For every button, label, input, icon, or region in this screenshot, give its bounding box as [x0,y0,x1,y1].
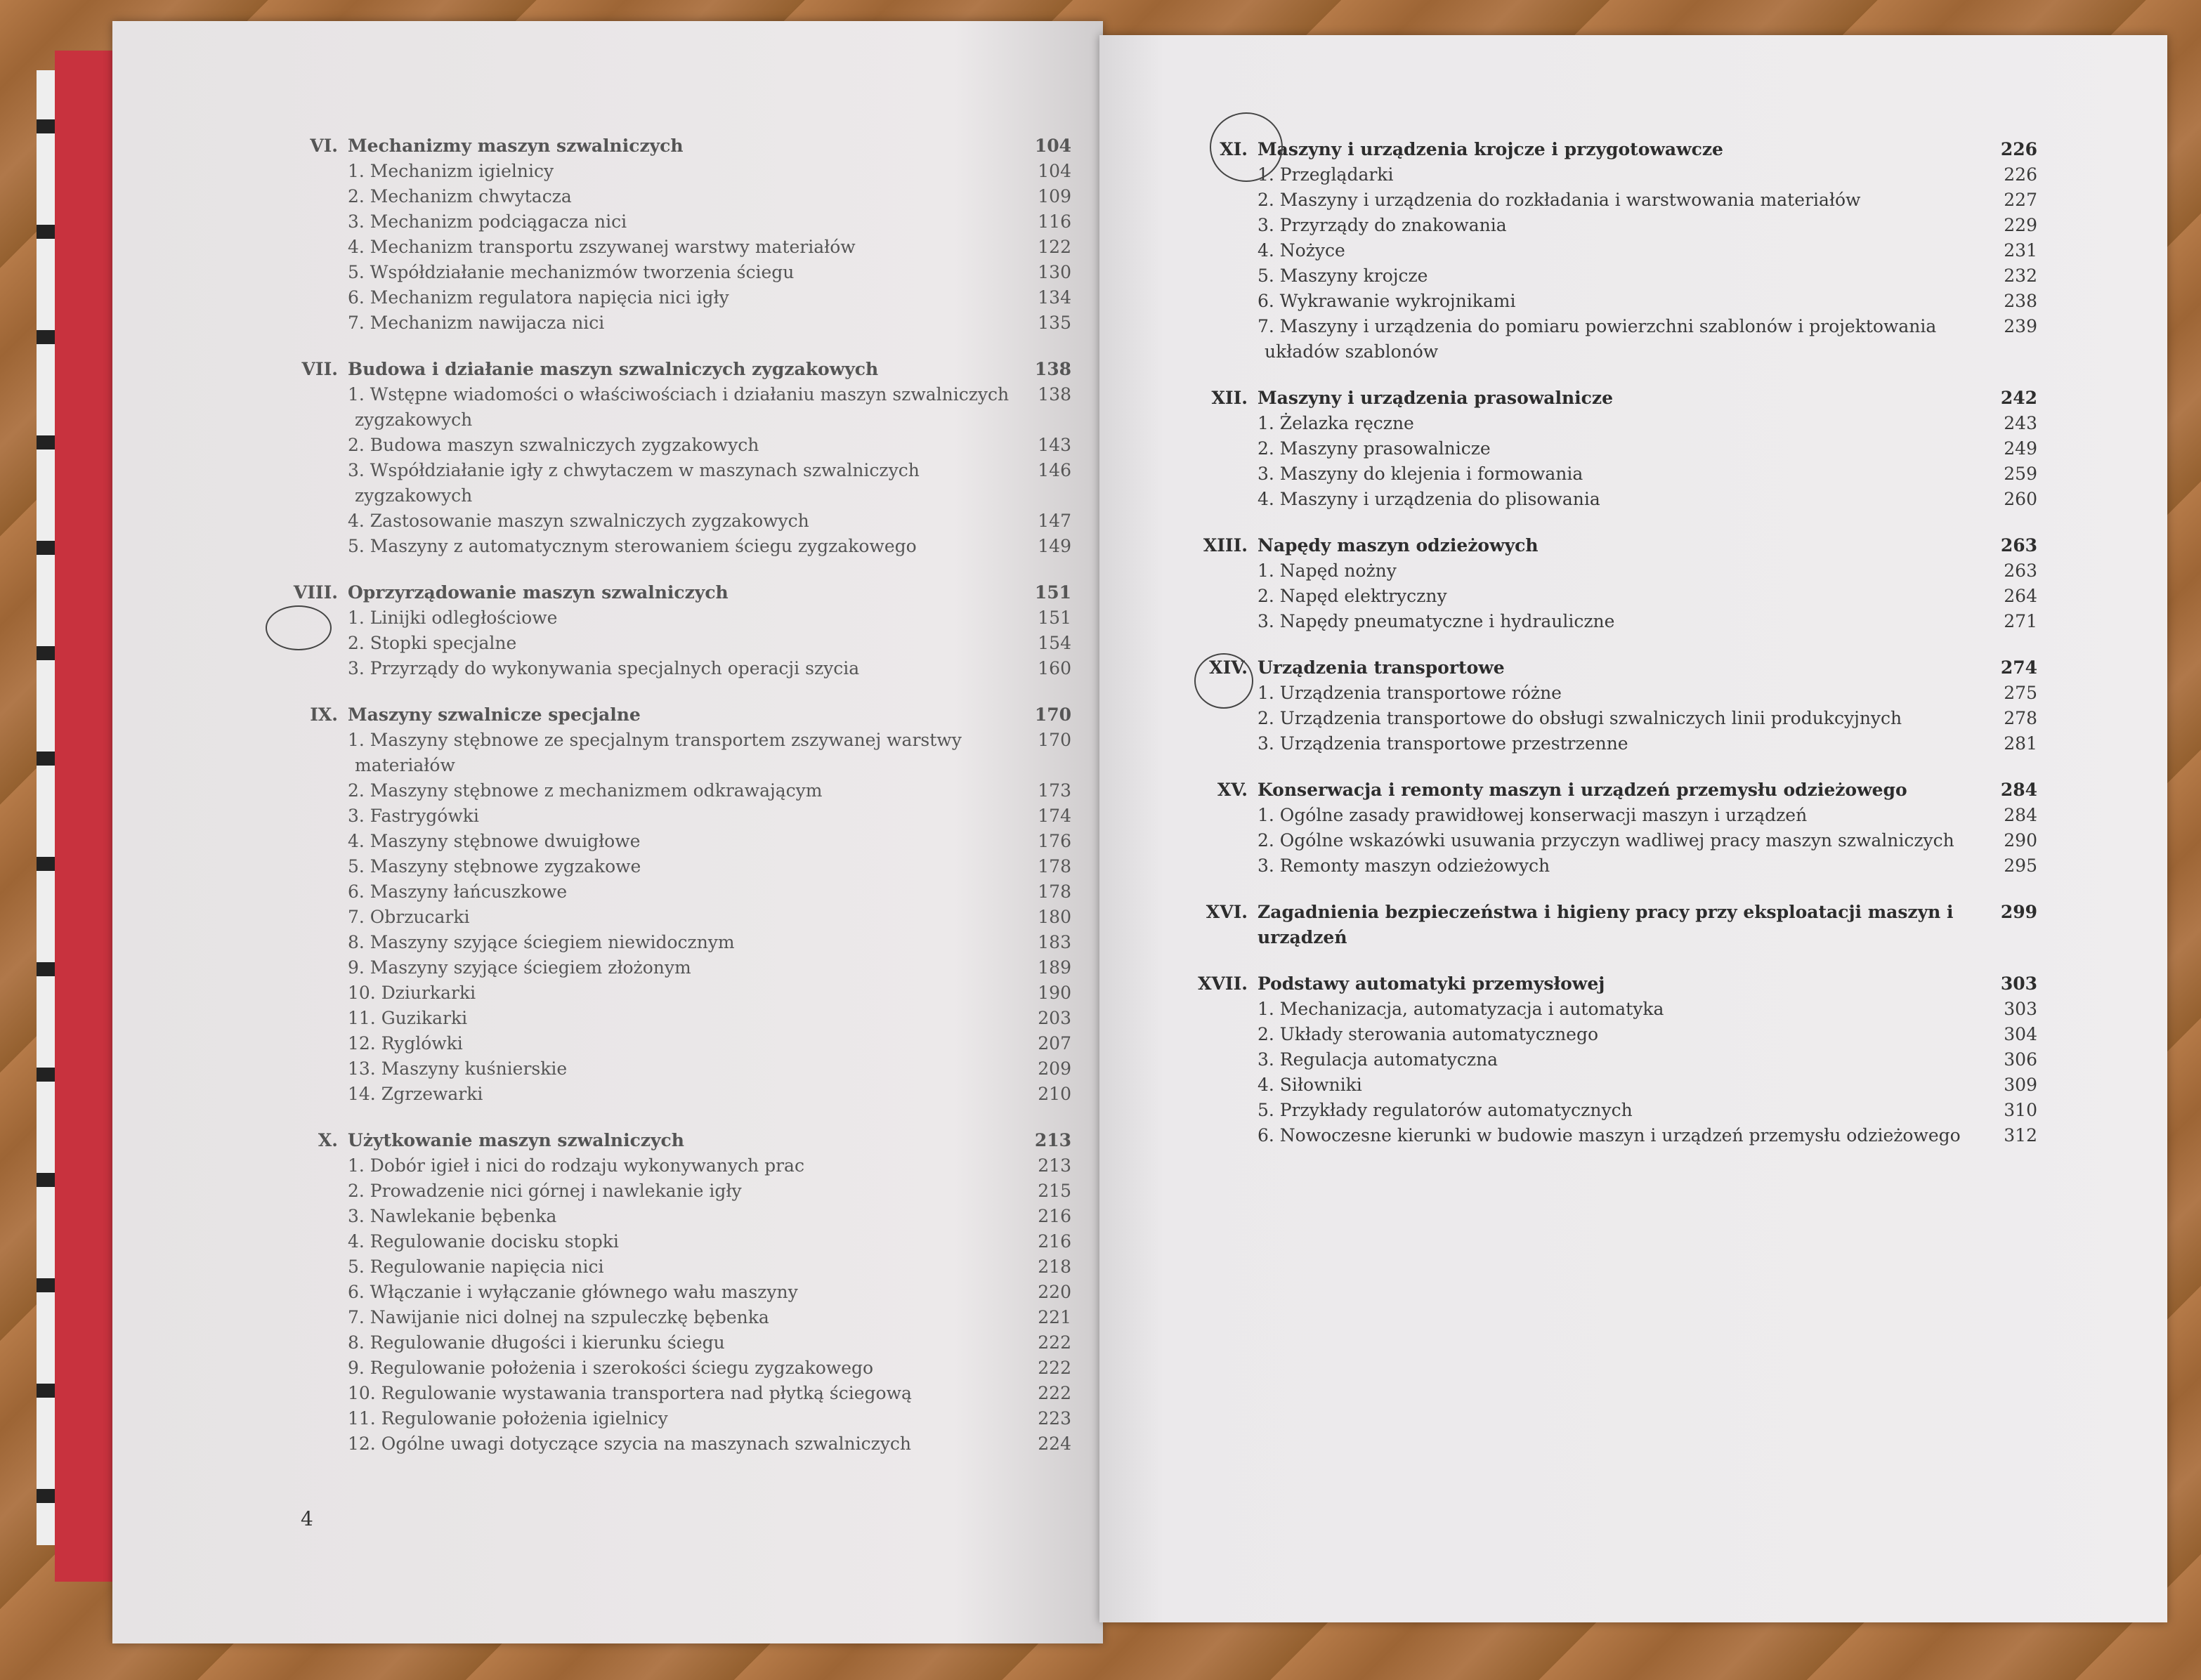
entry-page-number: 223 [1038,1408,1071,1429]
entry-page-number: 135 [1038,313,1071,333]
entry-page-number: 116 [1038,211,1071,232]
entry-page-number: 229 [2004,215,2037,235]
chapter-heading [1194,971,2037,997]
toc-entry [285,1381,1071,1406]
entry-title: 1. Przeglądarki [1258,164,1394,185]
chapter-heading [1194,655,2037,681]
entry-title: 8. Regulowanie długości i kierunku ściegu [348,1332,725,1353]
chapter-number: VII. [301,359,338,379]
toc-entry [285,905,1071,930]
toc-chapter [1194,137,2037,365]
toc-entry [285,1006,1071,1031]
entry-title: 7. Nawijanie nici dolnej na szpuleczkę bębenka [348,1307,769,1327]
entry-title: 4. Maszyny i urządzenia do plisowania [1258,489,1600,509]
toc-entry [285,508,1071,534]
entry-page-number: 260 [2004,489,2037,509]
entry-title: 4. Nożyce [1258,240,1345,261]
toc-chapter [1194,533,2037,634]
entry-title: 5. Maszyny stębnowe zygzakowe [348,856,641,877]
chapter-page-number: 303 [2000,973,2037,994]
chapter-heading [1194,386,2037,411]
entry-page-number: 143 [1038,435,1071,455]
toc-entry [1194,706,2037,731]
entry-title: 2. Maszyny stębnowe z mechanizmem odkrawającym [348,780,823,801]
chapter-number: VI. [310,136,338,156]
entry-title: 2. Urządzenia transportowe do obsługi szwalniczych linii produkcyjnych [1258,708,1902,728]
toc-chapter [285,133,1071,336]
chapter-number: XVII. [1198,973,1248,994]
toc-entry [285,1179,1071,1204]
toc-entry [285,605,1071,631]
toc-chapter [1194,386,2037,512]
toc-chapter [285,1128,1071,1457]
entry-title: 2. Ogólne wskazówki usuwania przyczyn wadliwej pracy maszyn szwalniczych [1258,830,1954,851]
entry-title: 11. Guzikarki [348,1008,468,1028]
entry-title: 12. Ryglówki [348,1033,463,1054]
toc-entry [285,1056,1071,1082]
entry-title: 1. Napęd nożny [1258,560,1397,581]
chapter-page-number: 138 [1034,359,1071,379]
entry-title: 1. Żelazka ręczne [1258,413,1414,433]
entry-title: 8. Maszyny szyjące ściegiem niewidocznym [348,932,735,952]
chapter-heading [1194,900,2037,950]
entry-title: 1. Maszyny stębnowe ze specjalnym transportem zszywanej warstwy materiałów [348,730,962,775]
entry-title: 1. Mechanizacja, automatyzacja i automatyka [1258,999,1664,1019]
entry-title: 2. Mechanizm chwytacza [348,186,572,206]
entry-title: 3. Przyrządy do znakowania [1258,215,1507,235]
entry-page-number: 220 [1038,1282,1071,1302]
toc-entry [285,1254,1071,1280]
toc-entry [285,209,1071,235]
toc-entry [285,382,1071,433]
entry-page-number: 303 [2004,999,2037,1019]
chapter-title: Oprzyrządowanie maszyn szwalniczych [348,582,729,603]
chapter-title: Maszyny i urządzenia prasowalnicze [1258,388,1613,408]
entry-page-number: 224 [1038,1433,1071,1454]
entry-page-number: 304 [2004,1024,2037,1044]
toc-entry [1194,731,2037,756]
toc-entry [1194,213,2037,238]
entry-page-number: 239 [2004,316,2037,336]
toc-entry [285,1330,1071,1356]
toc-chapter [285,580,1071,681]
entry-title: 10. Regulowanie wystawania transportera nad płytką ściegową [348,1383,912,1403]
toc-entry [1194,853,2037,879]
chapter-page-number: 104 [1034,136,1071,156]
chapter-number: VIII. [293,582,338,603]
toc-entry [285,728,1071,778]
entry-page-number: 134 [1038,287,1071,308]
entry-page-number: 278 [2004,708,2037,728]
entry-title: 3. Napędy pneumatyczne i hydrauliczne [1258,611,1615,631]
chapter-number: XIV. [1209,657,1248,678]
entry-title: 7. Mechanizm nawijacza nici [348,313,605,333]
entry-page-number: 154 [1038,633,1071,653]
entry-page-number: 290 [2004,830,2037,851]
toc-entry [285,1082,1071,1107]
toc-entry [1194,681,2037,706]
pen-circle-mark [266,605,332,650]
entry-page-number: 216 [1038,1231,1071,1252]
entry-title: 5. Współdziałanie mechanizmów tworzenia ściegu [348,262,795,282]
chapter-title: Użytkowanie maszyn szwalniczych [348,1130,684,1150]
toc-entry [1194,238,2037,263]
chapter-number: XI. [1220,139,1248,159]
page-number: 4 [301,1507,313,1530]
entry-title: 4. Maszyny stębnowe dwuigłowe [348,831,641,851]
toc-entry [285,1031,1071,1056]
toc-entry [285,260,1071,285]
entry-title: 4. Zastosowanie maszyn szwalniczych zygzakowych [348,511,809,531]
entry-title: 5. Maszyny krojcze [1258,265,1428,286]
entry-title: 3. Przyrządy do wykonywania specjalnych operacji szycia [348,658,860,678]
toc-entry [1194,828,2037,853]
entry-page-number: 146 [1038,460,1071,480]
toc-entry [1194,289,2037,314]
entry-title: 3. Mechanizm podciągacza nici [348,211,627,232]
chapter-page-number: 226 [2000,139,2037,159]
toc-entry [285,458,1071,508]
entry-title: 1. Ogólne zasady prawidłowej konserwacji maszyn i urządzeń [1258,805,1808,825]
toc-chapter [1194,655,2037,756]
entry-page-number: 221 [1038,1307,1071,1327]
toc-entry [285,1153,1071,1179]
entry-page-number: 183 [1038,932,1071,952]
toc-entry [285,829,1071,854]
chapter-number: XV. [1217,780,1248,800]
toc-entry [1194,461,2037,487]
left-table-of-contents [285,133,1071,1478]
toc-entry [1194,487,2037,512]
entry-title: 3. Współdziałanie igły z chwytaczem w maszynach szwalniczych zygzakowych [348,460,920,506]
entry-title: 11. Regulowanie położenia igielnicy [348,1408,668,1429]
entry-title: 4. Mechanizm transportu zszywanej warstwy materiałów [348,237,856,257]
entry-page-number: 190 [1038,983,1071,1003]
entry-title: 5. Przykłady regulatorów automatycznych [1258,1100,1633,1120]
entry-page-number: 149 [1038,536,1071,556]
entry-page-number: 176 [1038,831,1071,851]
entry-title: 7. Obrzucarki [348,907,470,927]
entry-page-number: 222 [1038,1332,1071,1353]
entry-page-number: 178 [1038,881,1071,902]
chapter-number: XVI. [1206,902,1248,922]
toc-entry [285,433,1071,458]
chapter-title: Napędy maszyn odzieżowych [1258,535,1539,556]
chapter-page-number: 284 [2000,780,2037,800]
entry-page-number: 259 [2004,464,2037,484]
toc-entry [1194,803,2037,828]
entry-page-number: 180 [1038,907,1071,927]
entry-page-number: 130 [1038,262,1071,282]
entry-title: 13. Maszyny kuśnierskie [348,1058,568,1079]
toc-chapter [1194,900,2037,950]
entry-title: 2. Maszyny prasowalnicze [1258,438,1491,459]
chapter-title: Podstawy automatyki przemysłowej [1258,973,1605,994]
entry-page-number: 213 [1038,1155,1071,1176]
entry-page-number: 178 [1038,856,1071,877]
chapter-title: Maszyny szwalnicze specjalne [348,704,641,725]
toc-entry [1194,314,2037,365]
toc-entry [285,656,1071,681]
toc-entry [285,184,1071,209]
entry-title: 6. Włączanie i wyłączanie głównego wału maszyny [348,1282,798,1302]
toc-entry [285,285,1071,310]
toc-entry [285,1280,1071,1305]
chapter-page-number: 242 [2000,388,2037,408]
entry-page-number: 249 [2004,438,2037,459]
entry-title: 4. Siłowniki [1258,1075,1362,1095]
chapter-title: Konserwacja i remonty maszyn i urządzeń przemysłu odzieżowego [1258,780,1907,800]
chapter-number: IX. [310,704,338,725]
chapter-number: X. [318,1130,338,1150]
entry-page-number: 306 [2004,1049,2037,1070]
entry-page-number: 151 [1038,608,1071,628]
chapter-page-number: 263 [2000,535,2037,556]
entry-title: 2. Stopki specjalne [348,633,517,653]
entry-title: 2. Maszyny i urządzenia do rozkładania i warstwowania materiałów [1258,190,1861,210]
entry-page-number: 218 [1038,1256,1071,1277]
entry-page-number: 310 [2004,1100,2037,1120]
entry-title: 7. Maszyny i urządzenia do pomiaru powierzchni szablonów i projektowania układów szablonów [1258,316,1937,362]
entry-page-number: 138 [1038,384,1071,405]
toc-entry [285,930,1071,955]
entry-page-number: 147 [1038,511,1071,531]
entry-title: 5. Maszyny z automatycznym sterowaniem ściegu zygzakowego [348,536,917,556]
toc-entry [285,854,1071,879]
entry-title: 6. Mechanizm regulatora napięcia nici igły [348,287,729,308]
entry-title: 3. Maszyny do klejenia i formowania [1258,464,1583,484]
toc-entry [285,534,1071,559]
entry-page-number: 207 [1038,1033,1071,1054]
chapter-page-number: 151 [1034,582,1071,603]
chapter-title: Maszyny i urządzenia krojcze i przygotowawcze [1258,139,1723,159]
toc-entry [1194,609,2037,634]
chapter-heading [285,357,1071,382]
toc-entry [285,310,1071,336]
entry-page-number: 222 [1038,1358,1071,1378]
chapter-title: Budowa i działanie maszyn szwalniczych zygzakowych [348,359,879,379]
entry-title: 1. Wstępne wiadomości o właściwościach i działaniu maszyn szwalniczych zygzakowych [348,384,1010,430]
chapter-heading [285,580,1071,605]
entry-title: 1. Mechanizm igielnicy [348,161,554,181]
toc-chapter [1194,777,2037,879]
chapter-heading [1194,137,2037,162]
chapter-heading [1194,533,2037,558]
entry-title: 6. Maszyny łańcuszkowe [348,881,568,902]
chapter-title: Zagadnienia bezpieczeństwa i higieny pracy przy eksploatacji maszyn i urządzeń [1258,902,1954,947]
chapter-number: XII. [1211,388,1248,408]
toc-entry [1194,1123,2037,1148]
toc-entry [1194,411,2037,436]
entry-page-number: 215 [1038,1181,1071,1201]
entry-title: 3. Nawlekanie bębenka [348,1206,557,1226]
toc-entry [1194,1047,2037,1072]
entry-title: 2. Budowa maszyn szwalniczych zygzakowych [348,435,759,455]
pen-circle-mark [1210,112,1283,182]
entry-page-number: 170 [1038,730,1071,750]
toc-entry [1194,1098,2037,1123]
toc-chapter [285,702,1071,1107]
chapter-title: Mechanizmy maszyn szwalniczych [348,136,684,156]
entry-page-number: 309 [2004,1075,2037,1095]
toc-chapter [1194,971,2037,1148]
entry-title: 10. Dziurkarki [348,983,476,1003]
entry-title: 2. Prowadzenie nici górnej i nawlekanie igły [348,1181,742,1201]
entry-title: 6. Wykrawanie wykrojnikami [1258,291,1516,311]
entry-title: 3. Regulacja automatyczna [1258,1049,1498,1070]
entry-title: 3. Fastrygówki [348,806,479,826]
right-table-of-contents [1194,137,2037,1169]
entry-page-number: 174 [1038,806,1071,826]
toc-entry [1194,558,2037,584]
chapter-page-number: 213 [1034,1130,1071,1150]
entry-page-number: 104 [1038,161,1071,181]
entry-page-number: 271 [2004,611,2037,631]
toc-entry [285,159,1071,184]
chapter-heading [285,133,1071,159]
entry-page-number: 275 [2004,683,2037,703]
entry-title: 14. Zgrzewarki [348,1084,483,1104]
entry-title: 1. Linijki odległościowe [348,608,558,628]
entry-page-number: 222 [1038,1383,1071,1403]
toc-entry [1194,436,2037,461]
entry-title: 3. Urządzenia transportowe przestrzenne [1258,733,1628,754]
entry-title: 2. Napęd elektryczny [1258,586,1447,606]
chapter-page-number: 170 [1034,704,1071,725]
entry-page-number: 109 [1038,186,1071,206]
entry-page-number: 226 [2004,164,2037,185]
entry-page-number: 238 [2004,291,2037,311]
toc-entry [1194,263,2037,289]
entry-title: 5. Regulowanie napięcia nici [348,1256,604,1277]
entry-title: 6. Nowoczesne kierunki w budowie maszyn i urządzeń przemysłu odzieżowego [1258,1125,1961,1146]
entry-page-number: 281 [2004,733,2037,754]
entry-page-number: 203 [1038,1008,1071,1028]
toc-entry [285,778,1071,803]
entry-page-number: 295 [2004,855,2037,876]
toc-entry [285,803,1071,829]
toc-entry [285,955,1071,980]
entry-page-number: 264 [2004,586,2037,606]
entry-title: 1. Urządzenia transportowe różne [1258,683,1562,703]
toc-entry [285,1406,1071,1431]
entry-page-number: 263 [2004,560,2037,581]
entry-title: 9. Regulowanie położenia i szerokości ściegu zygzakowego [348,1358,874,1378]
toc-chapter [285,357,1071,559]
chapter-title: Urządzenia transportowe [1258,657,1505,678]
entry-page-number: 122 [1038,237,1071,257]
entry-page-number: 284 [2004,805,2037,825]
toc-entry [285,879,1071,905]
toc-entry [285,235,1071,260]
toc-entry [285,1431,1071,1457]
chapter-page-number: 274 [2000,657,2037,678]
entry-page-number: 160 [1038,658,1071,678]
chapter-heading [285,1128,1071,1153]
toc-entry [285,980,1071,1006]
toc-entry [1194,584,2037,609]
entry-title: 3. Remonty maszyn odzieżowych [1258,855,1550,876]
entry-page-number: 231 [2004,240,2037,261]
entry-title: 12. Ogólne uwagi dotyczące szycia na maszynach szwalniczych [348,1433,912,1454]
entry-title: 9. Maszyny szyjące ściegiem złożonym [348,957,691,978]
chapter-heading [285,702,1071,728]
entry-page-number: 189 [1038,957,1071,978]
entry-title: 4. Regulowanie docisku stopki [348,1231,619,1252]
chapter-heading [1194,777,2037,803]
entry-page-number: 243 [2004,413,2037,433]
toc-entry [285,1204,1071,1229]
entry-page-number: 312 [2004,1125,2037,1146]
toc-entry [1194,162,2037,188]
toc-entry [1194,188,2037,213]
chapter-page-number: 299 [2000,902,2037,922]
toc-entry [285,1356,1071,1381]
entry-page-number: 173 [1038,780,1071,801]
toc-entry [285,1305,1071,1330]
pen-circle-mark [1194,653,1253,709]
entry-page-number: 216 [1038,1206,1071,1226]
chapter-number: XIII. [1203,535,1248,556]
entry-page-number: 227 [2004,190,2037,210]
toc-entry [285,631,1071,656]
entry-title: 1. Dobór igieł i nici do rodzaju wykonywanych prac [348,1155,804,1176]
toc-entry [1194,1022,2037,1047]
entry-page-number: 232 [2004,265,2037,286]
entry-page-number: 210 [1038,1084,1071,1104]
toc-entry [1194,1072,2037,1098]
entry-page-number: 209 [1038,1058,1071,1079]
entry-title: 2. Układy sterowania automatycznego [1258,1024,1599,1044]
toc-entry [1194,997,2037,1022]
toc-entry [285,1229,1071,1254]
